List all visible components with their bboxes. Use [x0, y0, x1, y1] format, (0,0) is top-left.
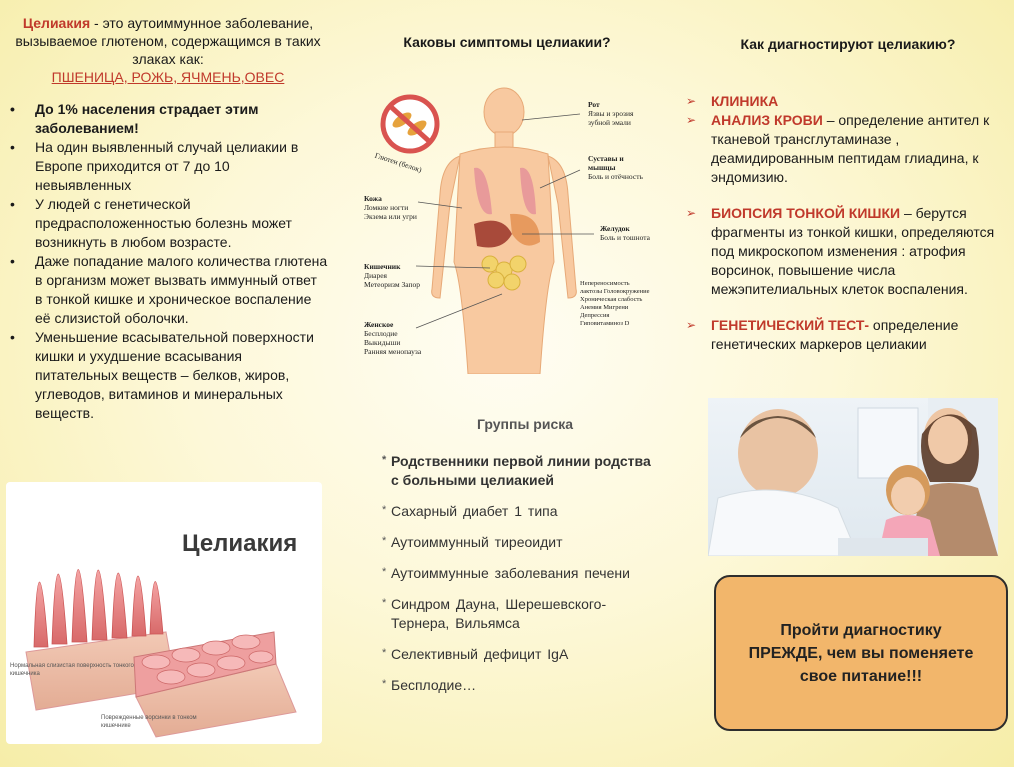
intro-paragraph [8, 14, 328, 86]
illustration-caption: Целиакия [182, 530, 298, 557]
arrow-icon: ➢ [686, 206, 697, 220]
diagnosis-clinic: ➢ КЛИНИКА [686, 93, 779, 109]
list-item: • У людей с генетической предрасположенностью болезнь может возникнуть в любом возрасте. [8, 195, 328, 252]
symptom-general: Непереносимость лактозы Головокружение Хроническая слабость Анемия Мигрени Депрессия Гиповитаминоз D [580, 280, 650, 327]
symptom-stomach: Желудок Боль и тошнота [600, 224, 650, 242]
intro-column [8, 14, 328, 423]
list-item: * Сахарный диабет 1 типа [382, 502, 662, 521]
symptoms-title: Каковы симптомы целиакии? [403, 34, 611, 50]
cta-text: Пройти диагностику ПРЕЖДЕ, чем вы поменяете свое питание!!! [748, 621, 974, 685]
list-item: • На один выявленный случай целиакии в Европе приходится от 7 до 10 невыявленных [8, 138, 328, 195]
villi-graphic [6, 482, 322, 744]
diagnosis-blood-test: ➢ АНАЛИЗ КРОВИ – определение антител к тканевой трансглутаминазе , деамидированным пептидам глиадина, к эндомизию. [686, 112, 990, 185]
label-damaged-villi: Поврежденные ворсинки в тонком кишечнике [101, 715, 197, 729]
list-item: * Аутоиммунный тиреоидит [382, 533, 662, 552]
arrow-icon: ➢ [686, 94, 697, 108]
intestine-illustration [6, 482, 322, 744]
risk-groups-list [382, 452, 662, 707]
list-item: • До 1% населения страдает этим заболеванием! [8, 100, 328, 138]
gluten-label: Глютен (белок) [373, 150, 423, 175]
list-item: * Синдром Дауна, Шерешевского-Тернера, Вильямса [382, 595, 662, 633]
list-item: * Аутоиммунные заболевания печени [382, 564, 662, 583]
list-item: * Родственники первой линии родства с больными целиакией [382, 452, 662, 490]
symptoms-body-diagram [362, 84, 652, 374]
doctor-with-child-photo [708, 398, 998, 556]
intro-grains: ПШЕНИЦА, РОЖЬ, ЯЧМЕНЬ,ОВЕС [51, 69, 285, 85]
list-item: • Даже попадание малого количества глютена в организм может вызвать иммунный ответ в тонкой кишке и хроническое воспаление её слизистой оболочки. [8, 252, 328, 328]
call-to-action-box [714, 575, 1008, 731]
arrow-icon: ➢ [686, 113, 697, 127]
list-item: * Бесплодие… [382, 676, 662, 695]
intro-text: - это аутоиммунное заболевание, вызываемое глютеном, содержащимся в таких злаках как: [15, 15, 321, 67]
list-item: * Селективный дефицит IgA [382, 645, 662, 664]
no-gluten-icon [383, 97, 437, 151]
diagnosis-biopsy: ➢ БИОПСИЯ ТОНКОЙ КИШКИ – берутся фрагменты из тонкой кишки, определяются под микроскопом изменения : атрофия ворсинок, повышение числа межэпителиальных клеток воспаления. [686, 205, 995, 297]
symptom-intestine: Кишечник Диарея Метеоризм Запор [364, 262, 420, 289]
list-item: • Уменьшение всасывательной поверхности кишки и ухудшение всасывания питательных веществ – белков, жиров, углеводов, витаминов и минеральных веществ. [8, 328, 328, 423]
symptom-skin: Кожа Ломкие ногти Экзема или угри [364, 194, 417, 221]
risk-groups-title: Группы риска [476, 416, 574, 432]
diagnosis-list [686, 92, 1014, 354]
intro-term: Целиакия [22, 15, 91, 31]
symptom-mouth: Рот Язвы и эрозия зубной эмали [588, 100, 634, 127]
arrow-icon: ➢ [686, 318, 697, 332]
symptom-female: Женское Бесплодие Выкидыши Ранняя менопауза [364, 320, 422, 356]
facts-list [8, 100, 328, 423]
diagnosis-title: Как диагностируют целиакию? [740, 36, 956, 52]
label-normal-mucosa: Нормальная слизистая поверхность тонкого кишечника [10, 663, 134, 677]
diagnosis-genetic-test: ➢ ГЕНЕТИЧЕСКИЙ ТЕСТ- определение генетических маркеров целиакии [686, 317, 959, 352]
symptom-joints: Суставы и мышцы Боль и отёчность [588, 154, 643, 181]
